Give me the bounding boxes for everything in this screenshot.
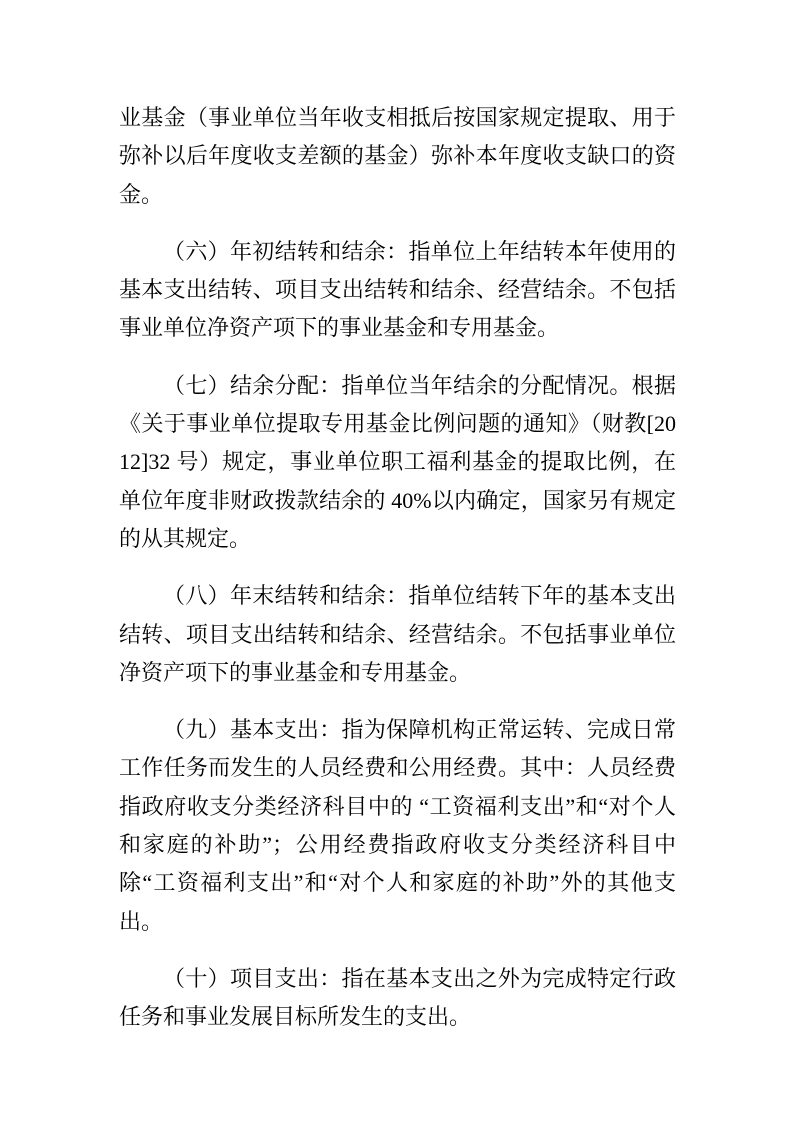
- paragraph-item-6: （六）年初结转和结余：指单位上年结转本年使用的基本支出结转、项目支出结转和结余、经营结余。不包括事业单位净资产项下的事业基金和专用基金。: [119, 238, 676, 341]
- paragraph-item-10: （十）项目支出：指在基本支出之外为完成特定行政任务和事业发展目标所发生的支出。: [119, 965, 676, 1030]
- paragraph-item-7: （七）结余分配：指单位当年结余的分配情况。根据《关于事业单位提取专用基金比例问题的通知》（财教[2012]32 号）规定，事业单位职工福利基金的提取比例，在单位年度非财政拨款结余的 40%以内确定，国家另有规定的从其规定。: [119, 372, 676, 551]
- paragraph-item-9: （九）基本支出：指为保障机构正常运转、完成日常工作任务而发生的人员经费和公用经费。其中：人员经费指政府收支分类经济科目中的 “工资福利支出”和“对个人和家庭的补助”；公用经费指政府收支分类经济科目中除“工资福利支出”和“对个人和家庭的补助”外的其他支出。: [119, 717, 676, 934]
- paragraph-continuation: 业基金（事业单位当年收支相抵后按国家规定提取、用于弥补以后年度收支差额的基金）弥补本年度收支缺口的资金。: [119, 105, 676, 207]
- paragraph-item-8: （八）年末结转和结余：指单位结转下年的基本支出结转、项目支出结转和结余、经营结余。不包括事业单位净资产项下的事业基金和专用基金。: [119, 583, 676, 685]
- document-body: [119, 99, 676, 1056]
